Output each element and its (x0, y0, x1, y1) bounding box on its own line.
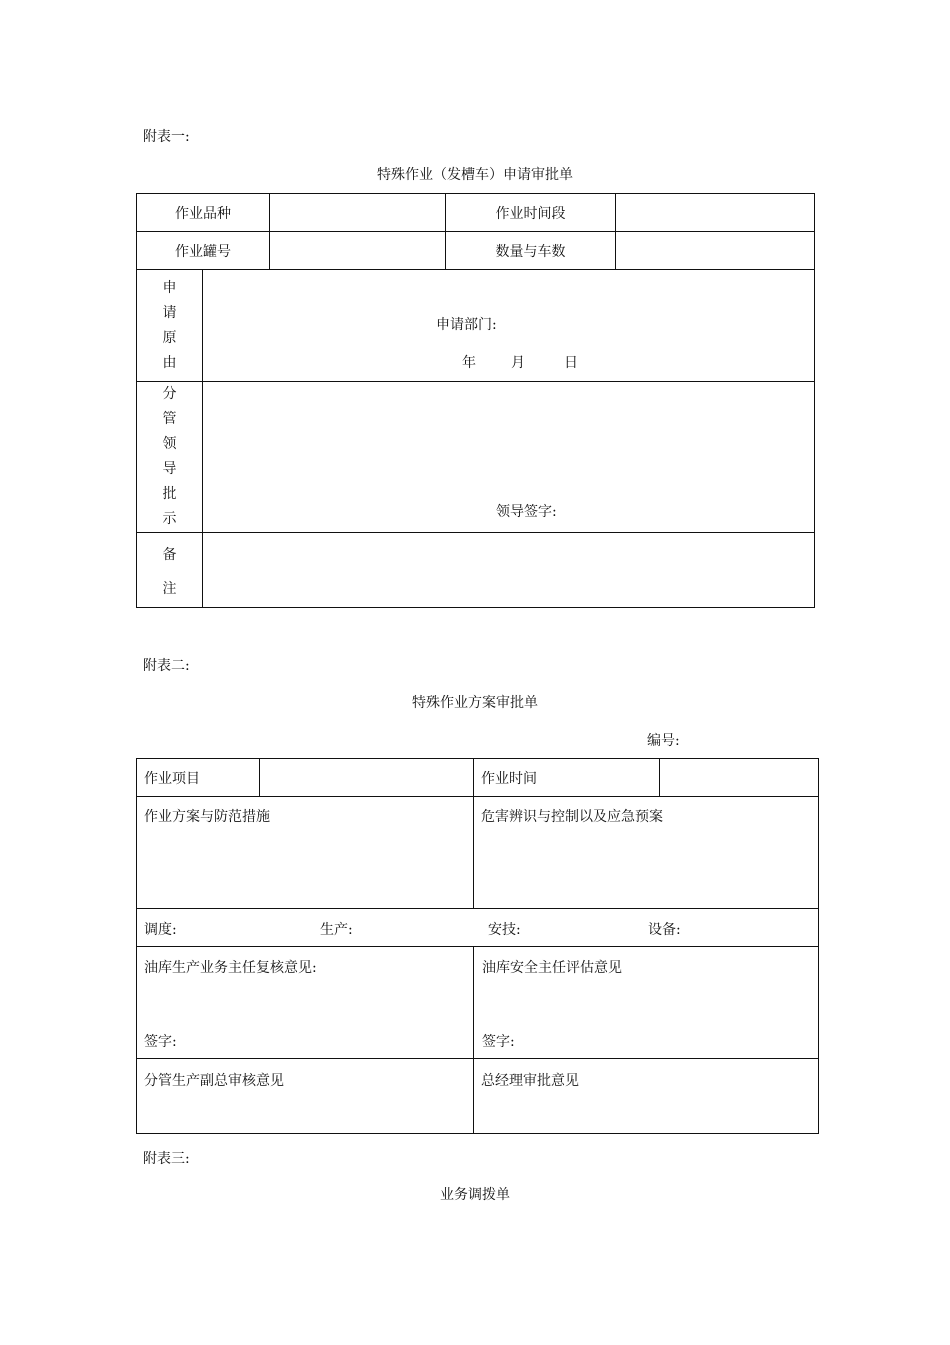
t1-time-label: 作业时间段 (446, 194, 616, 232)
appendix1-title: 特殊作业（发槽车）申请审批单 (377, 167, 573, 183)
t2-review-left-cell[interactable] (137, 947, 474, 1059)
t2-dispatch-label: 调度: (144, 922, 177, 938)
t2-row-project (137, 759, 819, 797)
appendix3-title: 业务调拨单 (440, 1187, 510, 1203)
t1-day-label: 日 (564, 355, 578, 371)
t2-time-label: 作业时间 (474, 759, 660, 797)
appendix2-table (136, 758, 819, 1134)
t1-row-reason (137, 270, 815, 382)
t2-hazard-cell[interactable] (474, 797, 819, 909)
appendix2-label: 附表二: (143, 658, 190, 674)
t2-hazard-label: 危害辨识与控制以及应急预案 (481, 809, 663, 825)
t2-production-label: 生产: (320, 922, 353, 938)
t2-gm-cell[interactable] (474, 1059, 819, 1134)
t2-safety-tech-label: 安技: (488, 922, 521, 938)
t2-depts-cell[interactable] (137, 909, 819, 947)
t2-project-input[interactable] (260, 759, 474, 797)
t2-plan-label: 作业方案与防范措施 (144, 809, 270, 825)
t1-approval-label: 分 管 领 导 批 示 (137, 382, 203, 533)
t1-quantity-input[interactable] (616, 232, 815, 270)
t2-plan-cell[interactable] (137, 797, 474, 909)
t1-reason-label: 申 请 原 由 (137, 270, 203, 382)
t2-gm-label: 总经理审批意见 (481, 1073, 579, 1089)
t2-review-right-cell[interactable] (474, 947, 819, 1059)
appendix2-title: 特殊作业方案审批单 (412, 695, 538, 711)
t1-row-tank (137, 232, 815, 270)
t1-tank-label: 作业罐号 (137, 232, 270, 270)
t1-variety-label: 作业品种 (137, 194, 270, 232)
appendix2-number-label: 编号: (647, 733, 680, 749)
appendix3-label: 附表三: (143, 1151, 190, 1167)
appendix1-label: 附表一: (143, 129, 190, 145)
t2-equipment-label: 设备: (648, 922, 681, 938)
t1-approval-cell[interactable] (203, 382, 815, 533)
t1-tank-input[interactable] (270, 232, 446, 270)
t1-row-approval (137, 382, 815, 533)
t2-review-right-sign: 签字: (482, 1034, 515, 1050)
t1-signature-label: 领导签字: (496, 504, 557, 520)
t1-dept-label: 申请部门: (436, 317, 497, 333)
t1-remarks-cell[interactable] (203, 533, 815, 608)
t2-row-depts (137, 909, 819, 947)
t2-row-plan (137, 797, 819, 909)
t1-variety-input[interactable] (270, 194, 446, 232)
t1-row-variety (137, 194, 815, 232)
t1-row-remarks (137, 533, 815, 608)
t1-time-input[interactable] (616, 194, 815, 232)
t1-month-label: 月 (511, 355, 525, 371)
t2-time-input[interactable] (660, 759, 819, 797)
t1-remarks-label: 备 注 (137, 533, 203, 608)
t2-review-left-sign: 签字: (144, 1034, 177, 1050)
t2-review-right-label: 油库安全主任评估意见 (482, 960, 622, 976)
t2-row-approval (137, 1059, 819, 1134)
t1-reason-cell[interactable] (203, 270, 815, 382)
t2-project-label: 作业项目 (137, 759, 260, 797)
t1-year-label: 年 (462, 355, 476, 371)
t2-row-review (137, 947, 819, 1059)
t2-vp-cell[interactable] (137, 1059, 474, 1134)
t2-review-left-label: 油库生产业务主任复核意见: (144, 960, 317, 976)
t2-vp-label: 分管生产副总审核意见 (144, 1073, 284, 1089)
t1-quantity-label: 数量与车数 (446, 232, 616, 270)
appendix1-table (136, 193, 815, 608)
